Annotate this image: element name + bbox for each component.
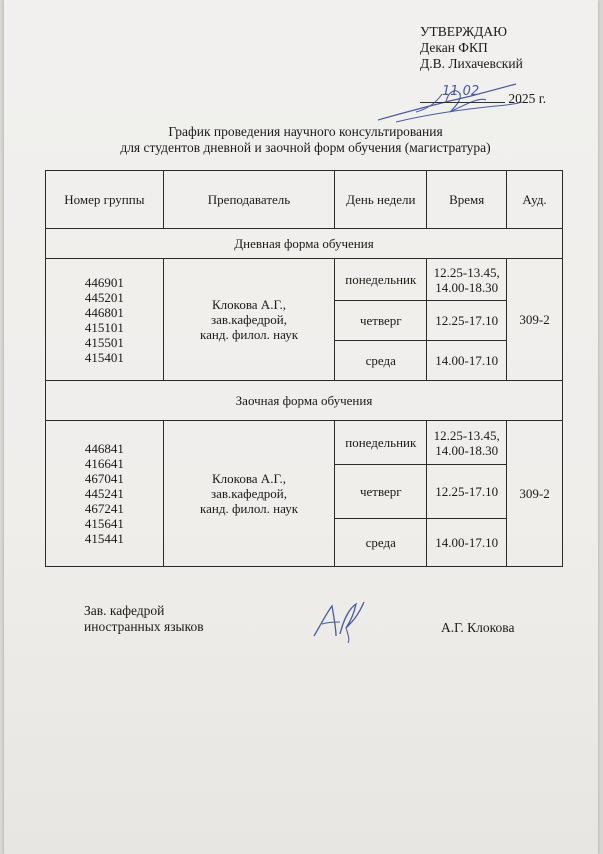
time-cell: 14.00-17.10 bbox=[427, 341, 507, 381]
header-room: Ауд. bbox=[507, 171, 563, 229]
room-cell: 309-2 bbox=[507, 259, 563, 381]
approval-heading: УТВЕРЖДАЮ bbox=[420, 24, 508, 39]
day-cell: среда bbox=[335, 341, 427, 381]
date-underline bbox=[420, 84, 505, 103]
teacher-name: Клокова А.Г., bbox=[212, 471, 286, 486]
day-cell: понедельник bbox=[335, 259, 427, 301]
group-number: 416641 bbox=[84, 456, 124, 471]
table-row bbox=[46, 421, 563, 465]
position-line-1: Зав. кафедрой bbox=[84, 603, 165, 618]
time-cell: 12.25-17.10 bbox=[427, 301, 507, 341]
teacher-cell bbox=[163, 259, 335, 381]
signatory-position bbox=[84, 603, 204, 635]
header-time: Время bbox=[427, 171, 507, 229]
header-teacher: Преподаватель bbox=[163, 171, 335, 229]
time-cell bbox=[427, 421, 507, 465]
section-label: Дневная форма обучения bbox=[46, 229, 563, 259]
schedule-table bbox=[45, 170, 563, 567]
teacher-name: Клокова А.Г., bbox=[212, 297, 286, 312]
group-number: 415441 bbox=[84, 531, 124, 546]
title-line-2: для студентов дневной и заочной форм обучения (магистратура) bbox=[120, 140, 491, 155]
day-cell: четверг bbox=[335, 465, 427, 519]
approval-block bbox=[420, 24, 523, 72]
group-number: 415401 bbox=[84, 349, 124, 365]
group-number: 446901 bbox=[84, 274, 124, 290]
section-row bbox=[46, 381, 563, 421]
group-number: 415641 bbox=[84, 516, 124, 531]
group-list bbox=[46, 421, 164, 567]
group-number: 446841 bbox=[84, 441, 124, 456]
document-title bbox=[4, 124, 603, 156]
title-line-1: График проведения научного консультирования bbox=[168, 124, 443, 139]
room-cell: 309-2 bbox=[507, 421, 563, 567]
teacher-cell bbox=[163, 421, 335, 567]
position-line-2: иностранных языков bbox=[84, 619, 204, 634]
teacher-position: зав.кафедрой, bbox=[210, 486, 288, 501]
approval-date bbox=[420, 84, 585, 107]
section-label: Заочная форма обучения bbox=[46, 381, 563, 421]
group-number: 445201 bbox=[84, 289, 124, 305]
time-cell: 12.25-17.10 bbox=[427, 465, 507, 519]
time-range: 14.00-18.30 bbox=[435, 279, 499, 295]
day-cell: четверг bbox=[335, 301, 427, 341]
teacher-degree: канд. филол. наук bbox=[199, 501, 299, 516]
time-range: 12.25-13.45, bbox=[433, 264, 500, 280]
table-header-row bbox=[46, 171, 563, 229]
section-row bbox=[46, 229, 563, 259]
teacher-position: зав.кафедрой, bbox=[210, 312, 288, 327]
approval-year: 2025 г. bbox=[508, 91, 547, 106]
header-day: День недели bbox=[335, 171, 427, 229]
header-group: Номер группы bbox=[46, 171, 164, 229]
teacher-degree: канд. филол. наук bbox=[199, 327, 299, 342]
group-list bbox=[46, 259, 164, 381]
approval-name: Д.В. Лихачевский bbox=[420, 56, 523, 71]
approval-position: Декан ФКП bbox=[420, 40, 488, 55]
table-row bbox=[46, 259, 563, 301]
group-number: 415101 bbox=[84, 319, 124, 335]
signatory-name: А.Г. Клокова bbox=[441, 620, 515, 635]
time-cell: 14.00-17.10 bbox=[427, 519, 507, 567]
group-number: 467041 bbox=[84, 471, 124, 486]
day-cell: понедельник bbox=[335, 421, 427, 465]
group-number: 445241 bbox=[84, 486, 124, 501]
group-number: 415501 bbox=[84, 334, 124, 350]
time-cell bbox=[427, 259, 507, 301]
group-number: 446801 bbox=[84, 304, 124, 320]
day-cell: среда bbox=[335, 519, 427, 567]
head-signature-icon bbox=[310, 598, 370, 644]
handwritten-date: 11.02 bbox=[442, 84, 480, 99]
time-range: 12.25-13.45, bbox=[433, 427, 500, 443]
document-page bbox=[4, 0, 598, 854]
time-range: 14.00-18.30 bbox=[435, 442, 499, 458]
group-number: 467241 bbox=[84, 501, 124, 516]
